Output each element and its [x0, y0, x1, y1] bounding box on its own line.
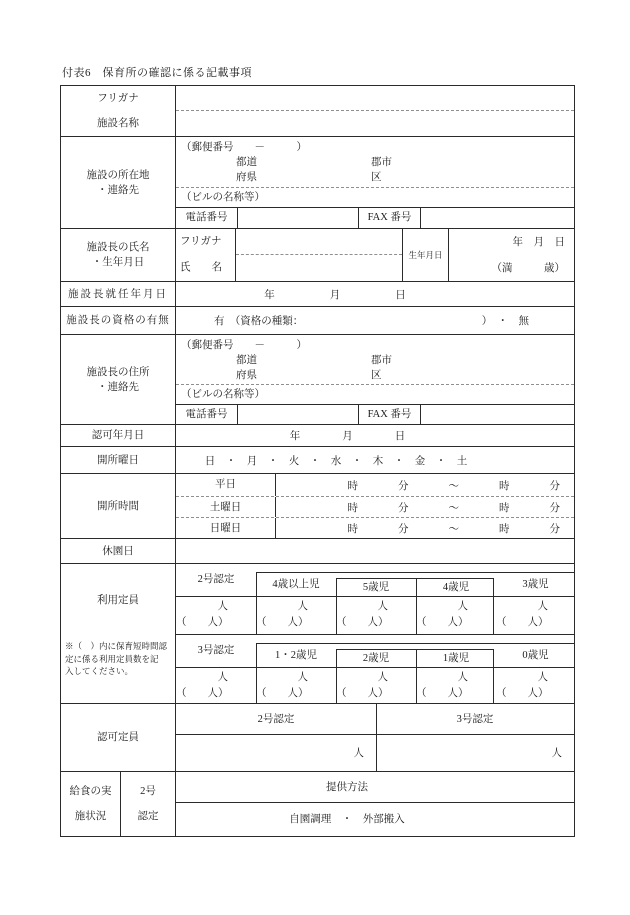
- facility-furigana-field: [176, 86, 574, 111]
- meals-cert-label: [121, 772, 176, 836]
- phone-label-2: 電話番号: [176, 405, 238, 425]
- saturday-time-field: [276, 497, 574, 517]
- capacity-note-line3: 入してください。: [65, 666, 134, 676]
- capacity-cell: [416, 668, 496, 704]
- year-unit: 年: [264, 289, 275, 301]
- minute-unit: 分: [549, 524, 560, 535]
- birthdate-ymd: 年 月 日: [512, 237, 565, 248]
- director-name-label-line1: 施設長の氏名: [86, 242, 150, 253]
- birthdate-age: （満 歳）: [491, 263, 565, 274]
- unit-person-paren: （ 人）: [256, 617, 309, 628]
- gunshi-label-2: 郡市: [371, 355, 392, 366]
- prefecture2-line1: [176, 353, 574, 368]
- tilde: ～: [448, 480, 459, 492]
- open-hours-weekday-row: [176, 474, 574, 496]
- minute-unit: 分: [398, 502, 409, 514]
- sunday-time-field: [276, 518, 574, 539]
- minute-unit: 分: [398, 524, 409, 535]
- hour-unit: 時: [347, 524, 358, 535]
- saturday-label: 土曜日: [176, 497, 276, 517]
- director-name-fields: [176, 229, 574, 281]
- meals-method-value: 自園調理 ・ 外部搬入: [289, 814, 405, 825]
- weekday-label: 平日: [176, 474, 276, 496]
- director-phone-row: [176, 405, 574, 425]
- hour-unit: 時: [499, 524, 510, 535]
- todo-label-2: 都道: [236, 355, 257, 366]
- phone-field-2: [238, 405, 359, 425]
- capacity-cell: [336, 597, 416, 634]
- tilde: ～: [448, 524, 459, 535]
- director-furigana-field: [236, 229, 402, 255]
- cert3-header: 3号認定: [197, 645, 235, 656]
- day-unit-2: 日: [394, 431, 406, 442]
- capacity-cell: [416, 597, 496, 634]
- unit-person: 人: [457, 601, 468, 612]
- facility-address-label-line2: ・連絡先: [97, 184, 139, 196]
- unit-person-paren: （ 人）: [416, 688, 469, 699]
- capacity-cell: [496, 597, 576, 634]
- approved-cert3-header: 3号認定: [456, 714, 494, 725]
- facility-name-labels: [61, 86, 176, 136]
- fax-label: FAX 番号: [359, 208, 421, 228]
- capacity-values-no2: [176, 596, 574, 634]
- unit-person: 人: [537, 601, 548, 612]
- unit-person-paren: （ 人）: [176, 688, 229, 699]
- director-building-field: （ビルの名称等）: [176, 385, 574, 405]
- approved-capacity-divider: [376, 704, 377, 771]
- open-hours-saturday-row: [176, 496, 574, 517]
- row-approval-date: [61, 424, 574, 446]
- row-qualification: [61, 306, 574, 334]
- phone-field: [238, 208, 359, 228]
- approved-cert2-value: 人: [353, 748, 364, 759]
- director-name-label: [61, 229, 176, 281]
- director-address-fields: [176, 335, 574, 424]
- postal-code-label-2: （郵便番号 － ）: [181, 340, 307, 351]
- capacity-cell: [336, 668, 416, 704]
- row-facility-name: [61, 86, 574, 136]
- age0-header: 0歳児: [522, 650, 549, 661]
- approval-date-label: 認可年月日: [61, 425, 176, 446]
- unit-person-paren: （ 人）: [176, 617, 229, 628]
- minute-unit: 分: [549, 502, 560, 514]
- unit-person-paren: （ 人）: [336, 688, 389, 699]
- facility-name-fields: [176, 86, 574, 136]
- facility-address-fields: [176, 137, 574, 228]
- appointment-date-field: [176, 282, 574, 306]
- approval-date-field: [176, 425, 574, 446]
- prefecture-line1: [176, 155, 574, 170]
- meals-label-line1: 給食の実: [69, 786, 112, 797]
- director-address-label-line2: ・連絡先: [97, 381, 139, 393]
- open-days-field: 日 ・ 月 ・ 火 ・ 水 ・ 木 ・ 金 ・ 土: [204, 455, 468, 467]
- unit-person: 人: [217, 672, 228, 683]
- unit-person: 人: [217, 601, 228, 612]
- row-director-name: [61, 228, 574, 281]
- capacity-cell: [256, 597, 336, 634]
- hour-unit: 時: [347, 480, 358, 492]
- capacity-note-line2: 定に係る利用定員数を記: [65, 653, 159, 664]
- age4plus-header: 4歳以上児: [272, 579, 320, 590]
- approved-capacity-fields: [176, 704, 574, 771]
- meals-cert-line2: 認定: [137, 811, 159, 822]
- row-director-address: [61, 334, 574, 424]
- facility-name-field: [176, 111, 574, 136]
- hour-unit: 時: [347, 502, 358, 514]
- age1-2-header: 1・2歳児: [275, 650, 317, 661]
- day-unit: 日: [395, 289, 406, 301]
- meals-label: [61, 772, 121, 836]
- age5-header: 5歳児: [362, 582, 390, 593]
- approved-cert3-value: 人: [551, 748, 562, 759]
- meals-cert-line1: 2号: [140, 786, 156, 797]
- facility-name-label: 施設名称: [97, 118, 139, 129]
- fax-field-2: [421, 405, 574, 425]
- tilde: ～: [448, 502, 459, 514]
- approved-capacity-headers: [176, 704, 574, 735]
- facility-building-field: （ビルの名称等）: [176, 188, 574, 208]
- fax-field: [421, 208, 574, 228]
- capacity-cell: [496, 668, 576, 704]
- phone-label: 電話番号: [176, 208, 238, 228]
- row-capacity: [61, 563, 574, 703]
- capacity-cell: [176, 597, 256, 634]
- open-hours-fields: [176, 474, 574, 538]
- director-furigana-label: フリガナ: [180, 236, 222, 247]
- director-address-label: [61, 335, 176, 424]
- capacity-cell: [256, 668, 336, 704]
- qualification-yes: 有 （資格の種類：: [214, 316, 304, 327]
- director-address-label-line1: 施設長の住所: [86, 366, 150, 378]
- closed-day-label: 休園日: [61, 539, 176, 563]
- form-table: [60, 85, 575, 837]
- director-name-sublabels: [176, 229, 236, 281]
- facility-address-label: [61, 137, 176, 228]
- unit-person: 人: [297, 601, 308, 612]
- facility-postal-field: [176, 137, 574, 188]
- capacity-note: [61, 634, 175, 703]
- qualification-no: ） ・ 無: [481, 316, 529, 327]
- meals-fields: [176, 772, 574, 836]
- month-unit-2: 月: [342, 431, 353, 442]
- furigana-label: フリガナ: [97, 93, 139, 104]
- postal-code-label: （郵便番号 － ）: [181, 142, 307, 153]
- unit-person-paren: （ 人）: [336, 617, 389, 628]
- ku-label-2: 区: [371, 370, 382, 381]
- capacity-values-no3: [176, 667, 574, 704]
- fuken-label-2: 府県: [236, 370, 257, 381]
- unit-person-paren: （ 人）: [496, 688, 549, 699]
- capacity-cell: [176, 668, 256, 704]
- row-meals: [61, 771, 574, 836]
- capacity-grid: [176, 564, 574, 703]
- open-hours-label: 開所時間: [61, 474, 176, 538]
- month-unit: 月: [329, 289, 341, 301]
- age3-header: 3歳児: [522, 579, 549, 590]
- row-facility-address: [61, 136, 574, 228]
- closed-day-field: [176, 539, 574, 563]
- capacity-note-line1: ※（ ）内に保育短時間認: [65, 641, 168, 651]
- unit-person-paren: （ 人）: [416, 617, 469, 628]
- capacity-label: 利用定員: [97, 594, 139, 606]
- fuken-label: 府県: [236, 172, 257, 183]
- director-postal-field: [176, 335, 574, 385]
- director-name-entry: [236, 229, 403, 281]
- sunday-label: 日曜日: [176, 518, 276, 539]
- year-unit-2: 年: [289, 431, 301, 442]
- row-open-days: [61, 446, 574, 473]
- weekday-time-field: [276, 474, 574, 496]
- unit-person: 人: [377, 672, 388, 683]
- gunshi-label: 郡市: [371, 157, 392, 168]
- capacity-block-no2: [176, 564, 574, 634]
- age2-header: 2歳児: [362, 653, 390, 664]
- hour-unit: 時: [499, 502, 510, 514]
- open-hours-sunday-row: [176, 517, 574, 539]
- ku-label: 区: [371, 172, 382, 183]
- approved-capacity-values: [176, 735, 574, 771]
- unit-person-paren: （ 人）: [256, 688, 309, 699]
- prefecture2-line2: [176, 368, 574, 383]
- open-days-label: 開所曜日: [61, 447, 176, 473]
- facility-address-label-line1: 施設の所在地: [86, 169, 150, 181]
- facility-phone-row: [176, 208, 574, 228]
- unit-person: 人: [457, 672, 468, 683]
- capacity-label-cell: [61, 564, 176, 703]
- capacity-block-no3: [176, 634, 574, 704]
- row-approved-capacity: [61, 703, 574, 771]
- page-title: 付表6 保育所の確認に係る記載事項: [62, 67, 252, 79]
- cert2-header: 2号認定: [197, 574, 235, 585]
- director-name-label-line2: ・生年月日: [91, 257, 145, 268]
- row-appointment-date: [61, 281, 574, 306]
- row-open-hours: [61, 473, 574, 538]
- age4-header: 4歳児: [442, 582, 470, 593]
- meals-label-line2: 施状況: [74, 811, 107, 822]
- minute-unit: 分: [398, 480, 409, 492]
- unit-person: 人: [537, 672, 548, 683]
- appointment-date-label: 施設長就任年月日: [61, 282, 176, 306]
- age1-header: 1歳児: [442, 653, 470, 664]
- qualification-field: [176, 307, 574, 334]
- director-birthdate-field: [449, 229, 574, 281]
- director-shimei-label: 氏 名: [180, 262, 222, 273]
- fax-label-2: FAX 番号: [359, 405, 421, 425]
- todo-label: 都道: [236, 157, 257, 168]
- approved-cert2-header: 2号認定: [257, 714, 295, 725]
- hour-unit: 時: [499, 480, 510, 492]
- director-birthdate-label: 生年月日: [403, 229, 449, 281]
- prefecture-line2: [176, 170, 574, 185]
- minute-unit: 分: [549, 480, 560, 492]
- unit-person: 人: [377, 601, 388, 612]
- row-closed-day: [61, 538, 574, 563]
- approved-capacity-label: 認可定員: [61, 704, 176, 771]
- qualification-label: 施設長の資格の有無: [61, 307, 176, 334]
- unit-person-paren: （ 人）: [496, 617, 549, 628]
- unit-person: 人: [297, 672, 308, 683]
- meals-method-header: 提供方法: [176, 772, 574, 803]
